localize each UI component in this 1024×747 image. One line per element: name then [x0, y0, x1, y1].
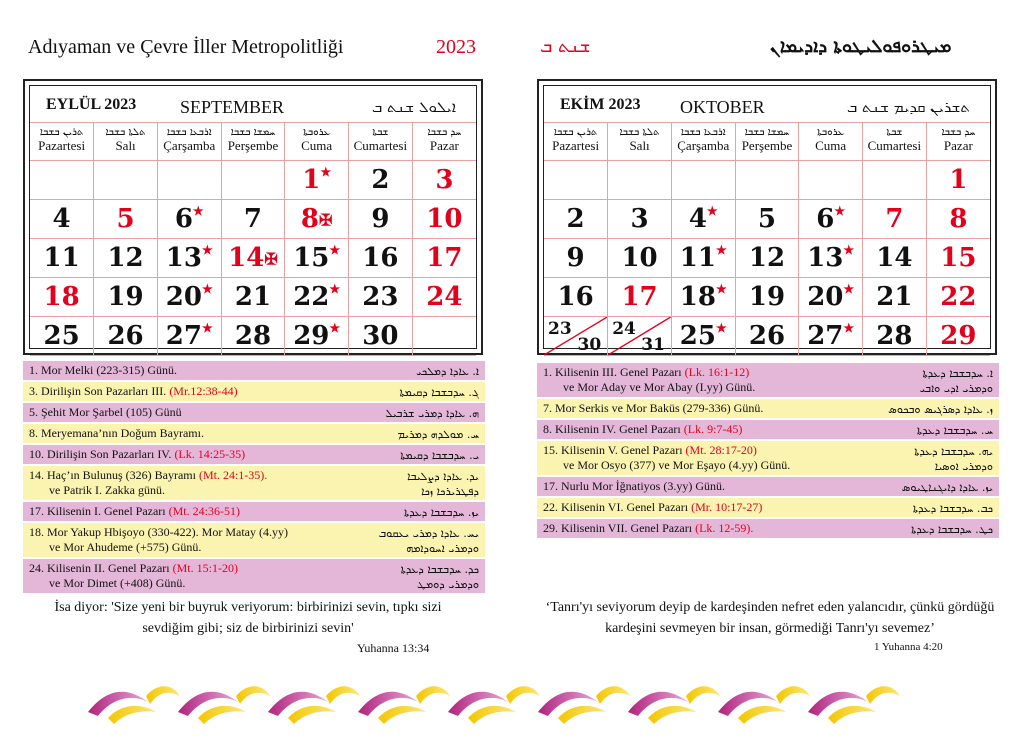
event-bible-ref: (Mt. 28:17-20) — [685, 443, 757, 457]
day-cell — [863, 239, 927, 278]
september-events-list — [23, 361, 485, 595]
day-name: Perşembe — [741, 138, 793, 153]
decorative-floral-border — [88, 682, 938, 726]
day-number: 1 — [302, 165, 321, 195]
day-header-2 — [671, 123, 735, 161]
day-number: 9 — [371, 204, 390, 234]
day-cell — [221, 317, 285, 356]
day-name: Cuma — [815, 138, 847, 153]
october-calendar — [537, 79, 997, 355]
day-cell — [799, 317, 863, 356]
day-cell — [349, 317, 413, 356]
event-text — [543, 443, 843, 473]
event-text — [29, 384, 329, 399]
event-text — [29, 561, 329, 591]
day-number: 16 — [362, 243, 399, 273]
day-cell — [926, 317, 990, 356]
day-number: 7 — [885, 204, 904, 234]
day-cell — [349, 239, 413, 278]
day-cell — [735, 239, 799, 278]
day-number: 29 — [940, 321, 977, 351]
day-header-4 — [799, 123, 863, 161]
day-number: 26 — [748, 321, 786, 351]
day-header-3 — [735, 123, 799, 161]
day-cell — [285, 200, 349, 239]
feast-star-icon: ★ — [320, 165, 332, 179]
event-title: 17. Kilisenin I. Genel Pazarı — [29, 504, 169, 518]
day-number: 7 — [243, 204, 262, 234]
day-cell — [412, 161, 476, 200]
day-number: 10 — [621, 243, 658, 273]
october-tr-title: EKİM 2023 — [560, 96, 641, 113]
day-cell — [735, 317, 799, 356]
header-syriac-year: ܫܢܬ ܒ — [540, 36, 591, 57]
event-syriac-text: ܗ. ܥܐܕܐ ܕܡܪܝ ܫܪܒܝܠ — [385, 407, 479, 420]
event-syriac-text: ܝܕ. ܥܐܕܐ ܕܨܠܝܒܐ ܕܦܛܪܝܪܟܐ ܙܟܐ — [407, 470, 479, 498]
day-name-syriac: ܥܪܘܒܬܐ — [817, 127, 845, 138]
event-syriac-text: ܝܙ. ܚܕܒܫܒܐ ܕܥܕܬܐ — [403, 506, 479, 519]
event-syriac-text: ܝ. ܚܕܒܫܒܐ ܕܩܝܡܬܐ — [400, 449, 479, 462]
day-cell — [94, 239, 158, 278]
day-cell — [30, 239, 94, 278]
event-syriac-text: ܝܗ. ܚܕܒܫܒܐ ܕܥܕܬܐ ܘܕܡܪܝ ܐܘܣܝܐ — [914, 445, 993, 473]
event-row — [23, 466, 485, 502]
feast-star-icon: ★ — [192, 204, 204, 218]
event-row — [537, 441, 999, 477]
day-header-5 — [349, 123, 413, 161]
day-cell — [221, 278, 285, 317]
day-name-syriac: ܬܪܝܢ ܒܫܒܐ — [553, 127, 598, 138]
event-syriac-subtitle: ܘܕܡܪܝ ܕܘܡܛ — [416, 578, 479, 591]
day-cell — [608, 161, 672, 200]
day-header-3 — [221, 123, 285, 161]
event-syriac-text: ܓ. ܚܕܒܫܒܐ ܕܩܝܡܬܐ — [399, 386, 479, 399]
day-cell — [221, 239, 285, 278]
day-number: 22 — [293, 282, 330, 312]
day-cell — [412, 278, 476, 317]
feast-star-icon: ★ — [201, 243, 213, 257]
event-bible-ref: (Mr. 10:17-27) — [691, 500, 763, 514]
event-text — [29, 426, 329, 441]
event-subtitle: ve Patrik I. Zakka günü. — [49, 483, 165, 497]
september-grid — [30, 122, 476, 356]
day-number: 28 — [234, 321, 272, 351]
event-row — [537, 399, 999, 420]
day-number: 21 — [876, 282, 913, 312]
day-cell — [799, 278, 863, 317]
feast-star-icon: ★ — [329, 243, 341, 257]
day-cell — [30, 317, 94, 356]
day-cell — [94, 200, 158, 239]
day-number: 15 — [293, 243, 330, 273]
left-header-title: Adıyaman ve Çevre İller Metropolitliği — [28, 36, 344, 58]
day-cell — [221, 161, 285, 200]
day-cell — [926, 200, 990, 239]
day-name: Salı — [115, 138, 136, 153]
day-cell — [285, 278, 349, 317]
day-cell — [30, 278, 94, 317]
header-syriac-title: ܡܝܛܪܘܦܘܠܝܛܘܬܐ ܕܐܕܝܡܐܢ — [770, 36, 952, 57]
feast-star-icon: ★ — [201, 282, 213, 296]
event-subtitle: ve Mor Ahudeme (+575) Günü. — [49, 540, 202, 554]
day-number: 13 — [165, 243, 202, 273]
event-title: 8. Meryemana’nın Doğum Bayramı. — [29, 426, 204, 440]
day-number: 28 — [876, 321, 913, 351]
day-cell — [412, 317, 476, 356]
day-name: Pazar — [429, 138, 459, 153]
event-syriac-text: ܙ. ܥܐܕܐ ܕܣܪܓܝܣ ܘܒܟܘܣ — [888, 403, 993, 416]
day-cell — [221, 200, 285, 239]
day-number: 3 — [630, 204, 649, 234]
day-number: 2 — [371, 165, 390, 195]
day-cell — [30, 200, 94, 239]
feast-star-icon: ★ — [834, 204, 846, 218]
day-cell — [799, 161, 863, 200]
day-cell — [735, 278, 799, 317]
event-title: 8. Kilisenin IV. Genel Pazarı — [543, 422, 684, 436]
day-cell — [671, 200, 735, 239]
event-syriac-text: ܚ. ܡܘܠܕܗ ܕܡܪܝܡ — [397, 428, 479, 441]
day-number: 11 — [679, 243, 716, 273]
event-text — [543, 365, 843, 395]
event-text — [543, 401, 843, 416]
event-syriac-text: ܟܛ. ܚܕܒܫܒܐ ܕܥܕܬܐ — [911, 523, 993, 536]
event-title: 24. Kilisenin II. Genel Pazarı — [29, 561, 173, 575]
october-grid — [544, 122, 990, 356]
day-name-syriac: ܬܪܝܢ ܒܫܒܐ — [39, 127, 84, 138]
day-number: 20 — [807, 282, 844, 312]
event-row — [23, 502, 485, 523]
feast-star-icon: ★ — [843, 321, 855, 335]
day-header-1 — [608, 123, 672, 161]
day-number: 24 — [426, 282, 463, 312]
event-text — [543, 521, 843, 536]
day-number: 6 — [816, 204, 835, 234]
day-number: 27 — [807, 321, 844, 351]
day-number: 14 — [876, 243, 913, 273]
day-cell — [94, 161, 158, 200]
day-name: Perşembe — [227, 138, 279, 153]
day-number: 27 — [165, 321, 202, 351]
event-row — [537, 363, 999, 399]
day-number: 2 — [566, 204, 585, 234]
event-row — [23, 523, 485, 559]
event-subtitle: ve Mor Aday ve Mor Abay (I.yy) Günü. — [563, 380, 756, 394]
day-cell — [157, 161, 221, 200]
day-number: 15 — [940, 243, 977, 273]
event-bible-ref: (Lk. 9:7-45) — [683, 422, 743, 436]
day-header-6 — [926, 123, 990, 161]
day-number: 16 — [557, 282, 594, 312]
feast-star-icon: ★ — [843, 243, 855, 257]
feast-star-icon: ★ — [715, 282, 727, 296]
event-text — [543, 479, 843, 494]
day-cell — [349, 278, 413, 317]
event-bible-ref: (Mt. 15:1-20) — [172, 561, 238, 575]
day-header-0 — [30, 123, 94, 161]
day-cell — [285, 161, 349, 200]
day-number: 8 — [300, 204, 319, 234]
feast-star-icon: ★ — [843, 282, 855, 296]
day-number: 1 — [949, 165, 968, 195]
event-title: 29. Kilisenin VII. Genel Pazarı — [543, 521, 696, 535]
event-row — [537, 498, 999, 519]
day-number: 23 — [362, 282, 399, 312]
day-header-4 — [285, 123, 349, 161]
day-cell — [608, 278, 672, 317]
day-name-syriac: ܫܒܬܐ — [886, 127, 903, 138]
header-year: 2023 — [436, 36, 476, 58]
day-number: 24 — [612, 319, 636, 339]
day-header-0 — [544, 123, 608, 161]
event-text — [543, 500, 843, 515]
event-title: 14. Haç’ın Bulunuş (326) Bayramı — [29, 468, 199, 482]
day-cell — [671, 317, 735, 356]
day-cell — [544, 239, 608, 278]
day-cell — [349, 200, 413, 239]
september-calendar — [23, 79, 483, 355]
day-cell — [799, 239, 863, 278]
day-name: Pazartesi — [38, 138, 86, 153]
event-title: 1. Mor Melki (223-315) Günü. — [29, 363, 177, 377]
day-number: 8 — [949, 204, 968, 234]
october-en-title: OKTOBER — [680, 97, 765, 117]
event-syriac-text: ܝܚ. ܥܐܕܐ ܕܡܪܝ ܝܥܩܘܒ ܘܕܡܪܝ ܐܚܘܕܐܡܗ — [378, 527, 479, 555]
feast-star-icon: ★ — [201, 321, 213, 335]
event-syriac-text: ܐ. ܚܕܒܫܒܐ ܕܥܕܬܐ ܘܕܡܪܝ ܐܕܝ ܘܐܒܝ — [919, 367, 993, 395]
day-cell — [94, 317, 158, 356]
october-syriac-title: ܬܫܪܝܢ ܩܕܝܡ ܫܢܬ ܒ — [846, 98, 970, 116]
day-name: Çarşamba — [677, 138, 730, 153]
event-syriac-subtitle: ܘܕܡܪܝ ܐܘܣܝܐ — [934, 460, 993, 473]
day-header-1 — [94, 123, 158, 161]
day-cell — [94, 278, 158, 317]
event-bible-ref: (Mt. 24:36-51) — [168, 504, 240, 518]
day-number: 23 — [548, 319, 572, 339]
event-bible-ref: (Lk. 12-59). — [695, 521, 754, 535]
event-syriac-subtitle: ܘܕܡܪܝ ܐܚܘܕܐܡܗ — [406, 542, 479, 555]
day-cell — [863, 317, 927, 356]
day-number: 12 — [748, 243, 786, 273]
october-events-list — [537, 363, 999, 540]
day-number: 20 — [165, 282, 202, 312]
day-cell — [412, 239, 476, 278]
day-cell — [735, 161, 799, 200]
event-title: 15. Kilisenin V. Genel Pazarı — [543, 443, 686, 457]
event-row — [537, 519, 999, 540]
event-text — [29, 447, 329, 462]
day-cell — [157, 239, 221, 278]
september-syriac-title: ܐܝܠܘܠ ܫܢܬ ܒ — [372, 98, 456, 116]
day-cell — [30, 161, 94, 200]
event-title: 22. Kilisenin VI. Genel Pazarı — [543, 500, 692, 514]
event-title: 7. Mor Serkis ve Mor Baküs (279-336) Günü. — [543, 401, 764, 415]
event-text — [543, 422, 843, 437]
day-number: 9 — [566, 243, 585, 273]
event-syriac-subtitle: ܕܦܛܪܝܪܟܐ ܙܟܐ — [421, 485, 479, 498]
day-name-syriac: ܬܠܬܐ ܒܫܒܐ — [105, 127, 146, 138]
day-cell — [157, 317, 221, 356]
day-number: 4 — [688, 204, 707, 234]
event-text — [29, 363, 329, 378]
day-cell — [863, 161, 927, 200]
event-subtitle: ve Mor Osyo (377) ve Mor Eşayo (4.yy) Günü. — [563, 458, 791, 472]
day-name-syriac: ܐܪܒܥܐ ܒܫܒܐ — [680, 127, 726, 138]
day-name-syriac: ܚܡܫܐ ܒܫܒܐ — [230, 127, 276, 138]
day-cell — [412, 200, 476, 239]
day-number: 4 — [52, 204, 71, 234]
day-cell — [608, 317, 672, 356]
day-number: 17 — [426, 243, 463, 273]
event-syriac-text: ܚ. ܚܕܒܫܒܐ ܕܥܕܬܐ — [916, 424, 993, 437]
day-cell — [608, 200, 672, 239]
day-name: Cuma — [301, 138, 333, 153]
event-row — [23, 559, 485, 595]
september-quote: İsa diyor: 'Size yeni bir buyruk veriyorum: birbirinizi sevin, tıpkı sizi sevdiğim gibi; siz de birbirinizi sevin' — [54, 600, 442, 636]
day-number: 26 — [107, 321, 144, 351]
day-number: 12 — [107, 243, 144, 273]
day-name-syriac: ܥܪܘܒܬܐ — [303, 127, 331, 138]
september-tr-title: EYLÜL 2023 — [46, 96, 137, 113]
event-title: 3. Dirilişin Son Pazarları III. — [29, 384, 170, 398]
event-syriac-text: ܟܒ. ܚܕܒܫܒܐ ܕܥܕܬܐ — [912, 502, 993, 515]
day-number: 30 — [577, 335, 602, 355]
event-row — [537, 477, 999, 498]
day-cell — [544, 200, 608, 239]
day-number: 25 — [43, 321, 80, 351]
event-title: 17. Nurlu Mor İğnatiyos (3.yy) Günü. — [543, 479, 725, 493]
day-cell — [544, 317, 608, 356]
day-name-syriac: ܐܪܒܥܐ ܒܫܒܐ — [166, 127, 212, 138]
day-cell — [157, 200, 221, 239]
day-number: 5 — [757, 204, 776, 234]
day-cell — [799, 200, 863, 239]
day-cell — [349, 161, 413, 200]
september-en-title: SEPTEMBER — [180, 97, 285, 117]
day-cell — [926, 161, 990, 200]
day-cell — [157, 278, 221, 317]
day-cell — [926, 278, 990, 317]
event-bible-ref: (Mr.12:38-44) — [169, 384, 238, 398]
day-name-syriac: ܫܒܬܐ — [372, 127, 389, 138]
october-quote-ref: 1 Yuhanna 4:20 — [874, 641, 943, 653]
event-row — [23, 403, 485, 424]
event-syriac-text: ܐ. ܥܐܕܐ ܕܡܠܟܝ — [416, 365, 479, 378]
day-name: Salı — [629, 138, 650, 153]
day-cell — [671, 161, 735, 200]
day-number: 19 — [748, 282, 786, 312]
feast-star-icon: ★ — [329, 282, 341, 296]
event-text — [29, 525, 329, 555]
september-quote-ref: Yuhanna 13:34 — [357, 641, 430, 655]
day-name: Cumartesi — [867, 138, 922, 153]
day-number: 22 — [940, 282, 977, 312]
day-cell — [285, 239, 349, 278]
event-bible-ref: (Mt. 24:1-35). — [198, 468, 268, 482]
feast-star-icon: ★ — [329, 321, 341, 335]
day-header-5 — [863, 123, 927, 161]
day-cell — [863, 278, 927, 317]
day-number: 3 — [435, 165, 454, 195]
event-text — [29, 504, 329, 519]
event-syriac-subtitle: ܘܕܡܪܝ ܐܕܝ ܘܐܒܝ — [919, 382, 993, 395]
day-cell — [926, 239, 990, 278]
day-number: 18 — [43, 282, 80, 312]
event-text — [29, 468, 329, 498]
day-name-syriac: ܚܕ ܒܫܒܐ — [941, 127, 976, 138]
event-title: 5. Şehit Mor Şarbel (105) Günü — [29, 405, 182, 419]
cross-icon: ✠ — [319, 210, 333, 230]
event-bible-ref: (Lk. 14:25-35) — [174, 447, 246, 461]
day-cell — [671, 278, 735, 317]
day-number: 6 — [174, 204, 193, 234]
event-row — [23, 424, 485, 445]
day-name: Çarşamba — [163, 138, 216, 153]
cross-icon: ✠ — [264, 249, 278, 269]
day-number: 25 — [679, 321, 716, 351]
october-quote: ‘Tanrı'yı seviyorum deyip de kardeşinden nefret eden yalancıdır, çünkü gördüğü kardeşini sevmeyen bir insan, görmediği Tanrı'yı sevemez’ — [545, 600, 995, 636]
day-number: 21 — [234, 282, 272, 312]
day-header-2 — [157, 123, 221, 161]
day-cell — [735, 200, 799, 239]
event-title: 1. Kilisenin III. Genel Pazarı — [543, 365, 685, 379]
event-row — [23, 445, 485, 466]
event-syriac-text: ܝܙ. ܥܐܕܐ ܕܐܝܓܢܐܛܝܘܣ — [901, 481, 993, 494]
day-cell — [863, 200, 927, 239]
day-number: 13 — [807, 243, 844, 273]
event-title: 18. Mor Yakup Hbişoyo (330-422). Mor Matay (4.yy) — [29, 525, 288, 539]
day-number: 10 — [426, 204, 463, 234]
event-text — [29, 405, 329, 420]
event-bible-ref: (Lk. 16:1-12) — [684, 365, 750, 379]
day-cell — [544, 278, 608, 317]
day-number: 29 — [293, 321, 330, 351]
day-name-syriac: ܬܠܬܐ ܒܫܒܐ — [619, 127, 660, 138]
day-cell — [608, 239, 672, 278]
day-number: 11 — [43, 243, 80, 273]
day-cell — [285, 317, 349, 356]
day-number: 19 — [107, 282, 144, 312]
day-number: 18 — [679, 282, 716, 312]
day-cell — [671, 239, 735, 278]
event-row — [537, 420, 999, 441]
event-subtitle: ve Mor Dimet (+408) Günü. — [49, 576, 186, 590]
event-syriac-text: ܟܕ. ܚܕܒܫܒܐ ܕܥܕܬܐ ܘܕܡܪܝ ܕܘܡܛ — [400, 563, 479, 591]
feast-star-icon: ★ — [715, 321, 727, 335]
day-name-syriac: ܚܕ ܒܫܒܐ — [427, 127, 462, 138]
feast-star-icon: ★ — [706, 204, 718, 218]
day-number: 31 — [641, 335, 665, 355]
day-cell — [544, 161, 608, 200]
day-name: Pazar — [943, 138, 973, 153]
day-name: Cumartesi — [353, 138, 408, 153]
day-name-syriac: ܚܡܫܐ ܒܫܒܐ — [744, 127, 790, 138]
event-row — [23, 361, 485, 382]
feast-star-icon: ★ — [715, 243, 727, 257]
day-header-6 — [412, 123, 476, 161]
day-number: 17 — [621, 282, 658, 312]
day-number: 14 — [228, 243, 265, 273]
event-title: 10. Dirilişin Son Pazarları IV. — [29, 447, 175, 461]
day-number: 5 — [116, 204, 135, 234]
day-number: 30 — [362, 321, 399, 351]
event-row — [23, 382, 485, 403]
day-name: Pazartesi — [552, 138, 600, 153]
